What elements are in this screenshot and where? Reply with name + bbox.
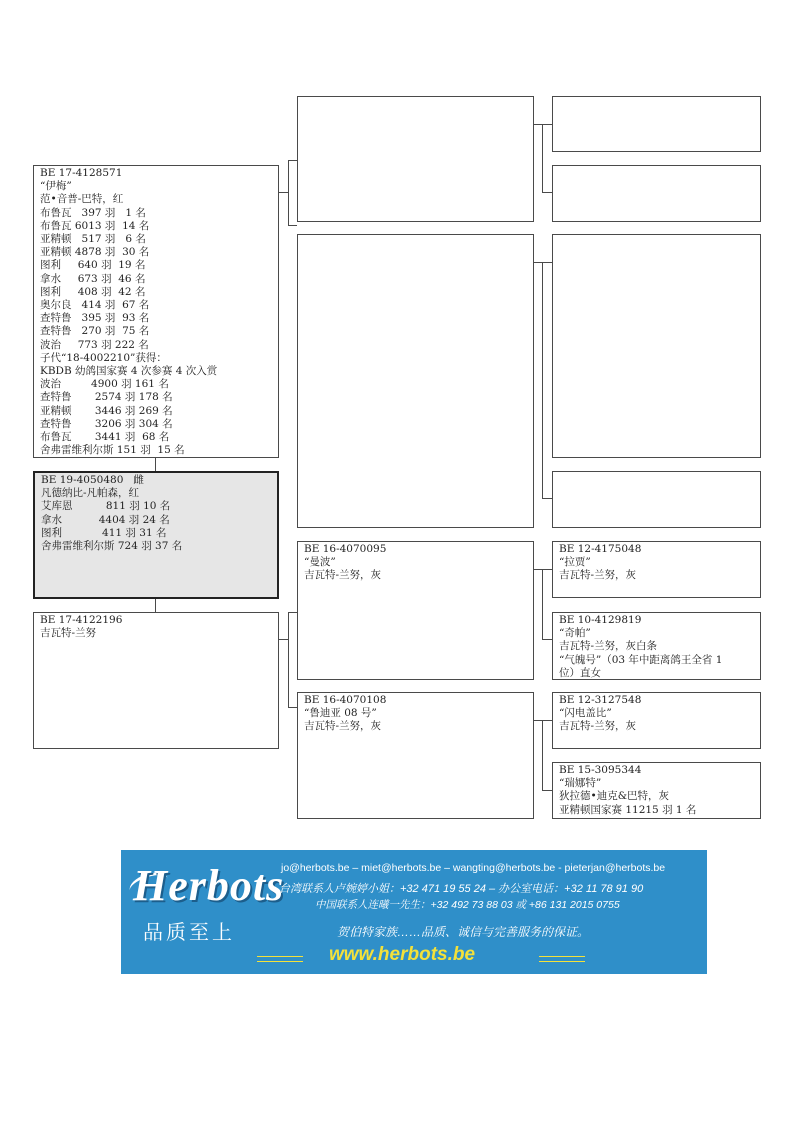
connector-mm-branch — [542, 720, 543, 791]
connector-subject-mother — [155, 598, 156, 612]
pedigree-line: 奥尔良 414 羽 67 名 — [40, 299, 150, 312]
pedigree-line: 狄拉德•迪克&巴特，灰 — [559, 790, 670, 803]
pedigree-line: 子代“18-4002210”获得： — [40, 351, 167, 364]
connector-father-to-fm — [288, 225, 297, 226]
ggp-fmf-card — [552, 234, 761, 458]
pedigree-line: 布鲁瓦 6013 羽 14 名 — [40, 219, 150, 232]
pedigree-line: 吉瓦特-兰努，灰白条 — [559, 640, 658, 653]
pedigree-line: “气魄号”（03 年中距离鸽王全省 1 — [559, 653, 723, 666]
china-contact: 中国联系人连曦一先生：+32 492 73 88 03 或 +86 131 2015 0755 — [315, 899, 620, 911]
connector-fm-out — [533, 262, 542, 263]
pedigree-line: 亚精顿 3446 羽 269 名 — [40, 404, 173, 417]
ggp-ffm-card — [552, 165, 761, 222]
connector-mother-to-mm — [288, 707, 297, 708]
pedigree-line: 吉瓦特-兰努，灰 — [304, 569, 382, 582]
connector-father-branch — [288, 160, 289, 226]
pedigree-line: 舍弗雷维利尔斯 151 羽 15 名 — [40, 444, 185, 457]
pedigree-line: “鲁迪亚 08 号” — [304, 707, 377, 720]
pedigree-line: 艾库恩 811 羽 10 名 — [41, 500, 171, 513]
connector-father-out — [278, 192, 288, 193]
subject-pigeon-card — [33, 471, 279, 599]
connector-mother-to-mf — [288, 612, 297, 613]
connector-fm-branch — [542, 262, 543, 499]
pedigree-line: KBDB 幼鸽国家赛 4 次参赛 4 次入赏 — [40, 365, 218, 378]
pedigree-line: “奇帕” — [559, 627, 591, 640]
email-line[interactable]: jo@herbots.be – miet@herbots.be – wangting@herbots.be - pieterjan@herbots.be — [281, 862, 666, 874]
pedigree-line: “拉贾” — [559, 556, 591, 569]
connector-father-subject — [155, 457, 156, 472]
pedigree-line: 吉瓦特-兰努，灰 — [559, 569, 637, 582]
dam-father-card — [297, 541, 534, 680]
pedigree-line: “伊梅” — [40, 180, 72, 193]
pedigree-line: 布鲁瓦 397 羽 1 名 — [40, 206, 146, 219]
pedigree-line: 图利 640 羽 19 名 — [40, 259, 146, 272]
sire-mother-card — [297, 234, 534, 528]
decor-line-right — [539, 956, 585, 962]
pedigree-line: “瑞娜特” — [559, 777, 602, 790]
pedigree-line: BE 16-4070108 — [304, 694, 387, 706]
pedigree-line: 亚精顿国家赛 11215 羽 1 名 — [559, 803, 697, 816]
pedigree-line: 查特鲁 3206 羽 304 名 — [40, 417, 173, 430]
herbots-banner — [121, 850, 707, 974]
connector-mf-out — [533, 569, 542, 570]
pedigree-line: 布鲁瓦 3441 羽 68 名 — [40, 431, 170, 444]
pedigree-line: BE 10-4129819 — [559, 614, 642, 626]
pedigree-line: 吉瓦特-兰努，灰 — [304, 720, 382, 733]
connector-ff-branch — [542, 124, 543, 193]
pedigree-line: BE 12-3127548 — [559, 694, 642, 706]
pedigree-line: 图利 408 羽 42 名 — [40, 285, 146, 298]
pedigree-line: BE 15-3095344 — [559, 764, 642, 776]
pedigree-line: “曼波” — [304, 556, 336, 569]
pedigree-line: 波治 773 羽 222 名 — [40, 338, 149, 351]
pedigree-line: BE 17-4122196 — [40, 614, 123, 626]
taiwan-contact: 台湾联系人卢婉婷小姐：+32 471 19 55 24 – 办公室电话：+32 11 78 91 90 — [279, 883, 644, 895]
ggp-mfm-card — [552, 612, 761, 680]
sire-father-card — [297, 96, 534, 222]
connector-father-to-ff — [288, 160, 297, 161]
website-link[interactable]: www.herbots.be — [329, 944, 476, 965]
pedigree-line: 查特鲁 270 羽 75 名 — [40, 325, 150, 338]
pedigree-line: 舍弗雷维利尔斯 724 羽 37 名 — [41, 540, 183, 553]
ggp-mmm-card — [552, 762, 761, 819]
tagline: 贺伯特家族……品质、诚信与完善服务的保证。 — [337, 925, 590, 939]
ggp-mmf-card — [552, 692, 761, 749]
pedigree-line: 拿水 673 羽 46 名 — [40, 272, 146, 285]
ggp-fmm-card — [552, 471, 761, 528]
pedigree-line: 波治 4900 羽 161 名 — [40, 378, 169, 391]
connector-mother-out — [278, 639, 288, 640]
connector-ff-out — [533, 124, 542, 125]
pedigree-line: 范•音普-巴特，红 — [40, 193, 124, 206]
pedigree-line: 位）直女 — [559, 666, 601, 679]
ggp-fff-card — [552, 96, 761, 152]
sire-card — [33, 165, 279, 458]
pedigree-line: 查特鲁 395 羽 93 名 — [40, 312, 150, 325]
pedigree-line: 凡德纳比-凡帕森，红 — [41, 487, 140, 500]
connector-mf-branch — [542, 569, 543, 640]
dam-card — [33, 612, 279, 749]
dam-mother-card — [297, 692, 534, 819]
ggp-mff-card — [552, 541, 761, 598]
pedigree-line: 吉瓦特-兰努，灰 — [559, 720, 637, 733]
slogan: 品质至上 — [143, 920, 235, 944]
connector-mm-out — [533, 720, 542, 721]
connector-mother-branch — [288, 612, 289, 708]
pedigree-line: “闪电盖比” — [559, 707, 612, 720]
pedigree-line: 查特鲁 2574 羽 178 名 — [40, 391, 173, 404]
pedigree-line: BE 12-4175048 — [559, 543, 642, 555]
decor-line-left — [257, 956, 303, 962]
pedigree-line: BE 16-4070095 — [304, 543, 387, 555]
herbots-logo: Herbots — [133, 861, 285, 910]
pedigree-line: 图利 411 羽 31 名 — [41, 526, 167, 539]
pedigree-line: BE 17-4128571 — [40, 167, 123, 179]
pedigree-line: 亚精顿 517 羽 6 名 — [40, 233, 146, 246]
pedigree-line: 拿水 4404 羽 24 名 — [41, 513, 170, 526]
pedigree-line: 吉瓦特-兰努 — [40, 627, 97, 640]
pedigree-line: BE 19-4050480 雌 — [41, 474, 144, 486]
pedigree-line: 亚精顿 4878 羽 30 名 — [40, 246, 150, 259]
